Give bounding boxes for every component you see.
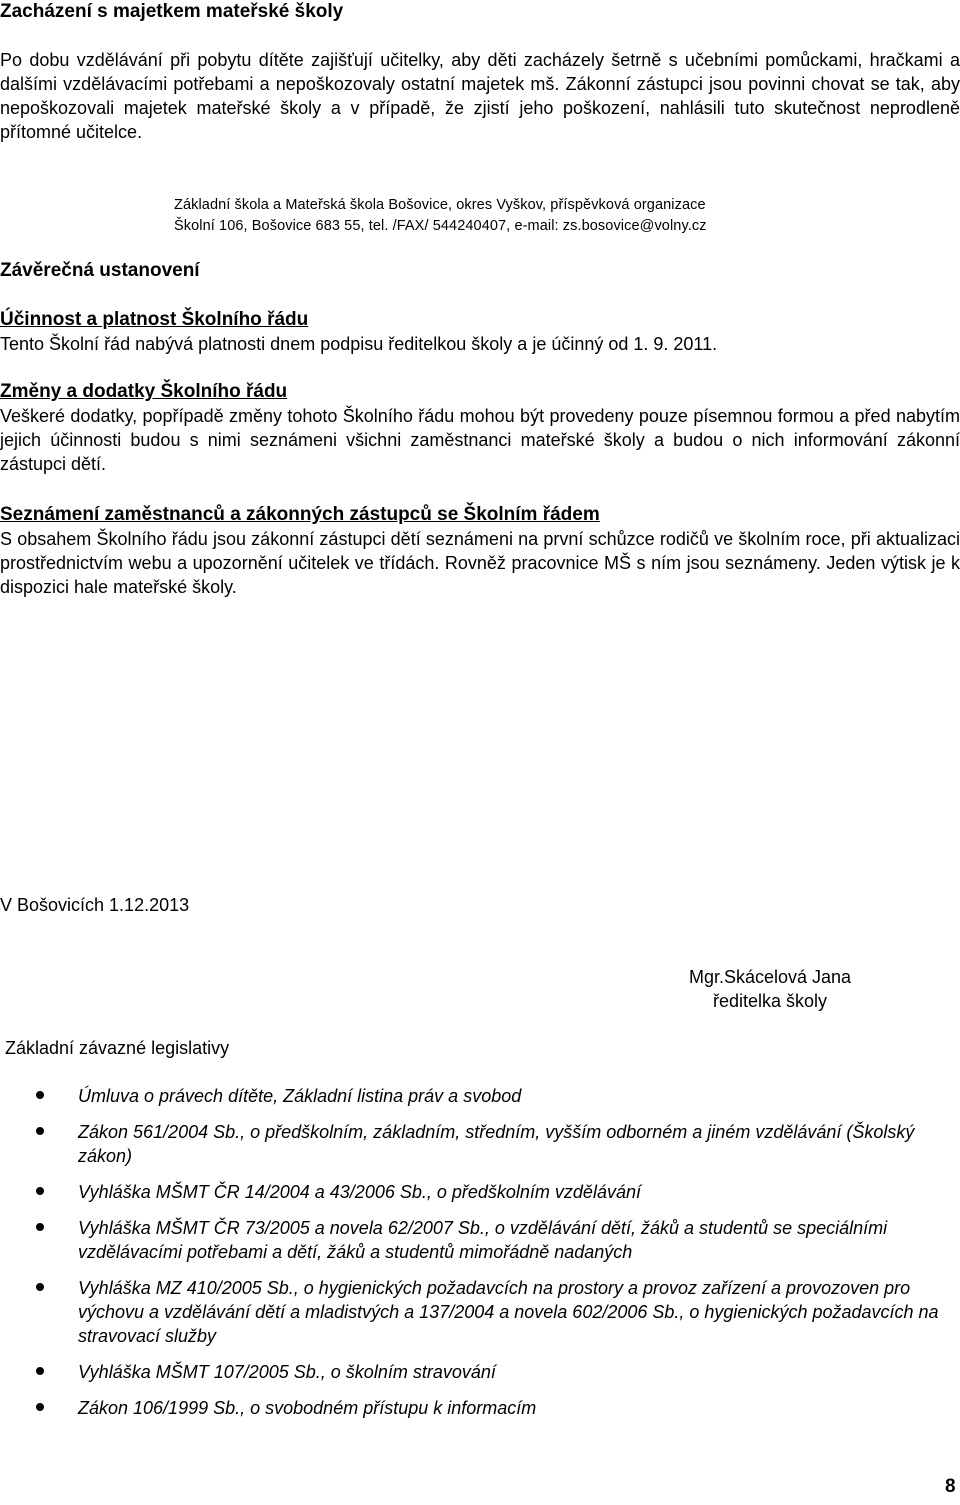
- heading-ucinnost: Účinnost a platnost Školního řádu: [0, 309, 309, 330]
- signature-title: ředitelka školy: [712, 991, 828, 1011]
- legislation-item: Vyhláška MŠMT 107/2005 Sb., o školním stravování: [78, 1360, 948, 1384]
- legislation-item: Vyhláška MŠMT ČR 73/2005 a novela 62/2007 Sb., o vzdělávání dětí, žáků a studentů se speciálními vzdělávacími potřebami a dětí, žáků a studentů mimořádně nadaných: [78, 1216, 948, 1264]
- page-number: 8: [945, 1476, 956, 1497]
- place-date: V Bošovicích 1.12.2013: [0, 895, 190, 915]
- text-seznameni: S obsahem Školního řádu jsou zákonní zástupci dětí seznámeni na první schůzce rodičů ve školním roce, při aktualizaci prostřednictvím webu a upozornění učitelek ve třídách. Rovněž pracovnice MŠ s ním jsou seznámeny. Jeden výtisk je k dispozici hale mateřské školy.: [0, 529, 960, 597]
- signature-name: Mgr.Skácelová Jana: [688, 967, 852, 987]
- legislation-item: Vyhláška MŠMT ČR 14/2004 a 43/2006 Sb., o předškolním vzdělávání: [78, 1180, 948, 1204]
- signature-block: [640, 965, 900, 1013]
- heading-seznameni: Seznámení zaměstnanců a zákonných zástupců se Školním řádem: [0, 504, 600, 525]
- paragraph-majetek: Po dobu vzdělávání při pobytu dítěte zajišťují učitelky, aby děti zacházely šetrně s učebními pomůckami, hračkami a dalšími vzdělávacími potřebami a nepoškozovaly ostatní majetek mš. Zákonní zástupci jsou povinni chovat se tak, aby nepoškozovali majetek mateřské školy a v případě, že zjistí jeho poškození, nahlásili tuto skutečnost neprodleně přítomné učitelce.: [0, 50, 960, 142]
- section-seznameni: [0, 503, 960, 599]
- section-ucinnost: [0, 308, 960, 356]
- school-header-line1: Základní škola a Mateřská škola Bošovice, okres Vyškov, příspěvková organizace: [174, 197, 706, 213]
- section-zmeny: [0, 380, 960, 476]
- section-heading-zaverecna: Závěrečná ustanovení: [0, 260, 200, 281]
- section-heading-majetek: Zacházení s majetkem mateřské školy: [0, 1, 344, 22]
- legislation-item: Zákon 106/1999 Sb., o svobodném přístupu k informacím: [78, 1396, 948, 1420]
- legislation-item: Úmluva o právech dítěte, Základní listina práv a svobod: [78, 1084, 948, 1108]
- text-zmeny: Veškeré dodatky, popřípadě změny tohoto Školního řádu mohou být provedeny pouze písemnou formou a před nabytím jejich účinnosti budou s nimi seznámeni všichni zaměstnanci mateřské školy a budou o nich informování zákonní zástupci dětí.: [0, 406, 960, 474]
- text-ucinnost: Tento Školní řád nabývá platnosti dnem podpisu ředitelkou školy a je účinný od 1. 9. 2011.: [0, 334, 718, 354]
- legislation-item: Vyhláška MZ 410/2005 Sb., o hygienických požadavcích na prostory a provoz zařízení a provozoven pro výchovu a vzdělávání dětí a mladistvých a 137/2004 a novela 602/2006 Sb., o hygienických požadavcích na stravovací služby: [78, 1276, 948, 1348]
- legislation-heading: Základní závazné legislativy: [5, 1038, 230, 1058]
- school-header: [174, 195, 960, 237]
- school-header-line2: Školní 106, Bošovice 683 55, tel. /FAX/ 544240407, e-mail: zs.bosovice@volny.cz: [174, 218, 707, 234]
- legislation-list: [78, 1084, 948, 1420]
- heading-zmeny: Změny a dodatky Školního řádu: [0, 381, 288, 402]
- legislation-item: Zákon 561/2004 Sb., o předškolním, základním, středním, vyšším odborném a jiném vzdělávání (Školský zákon): [78, 1120, 948, 1168]
